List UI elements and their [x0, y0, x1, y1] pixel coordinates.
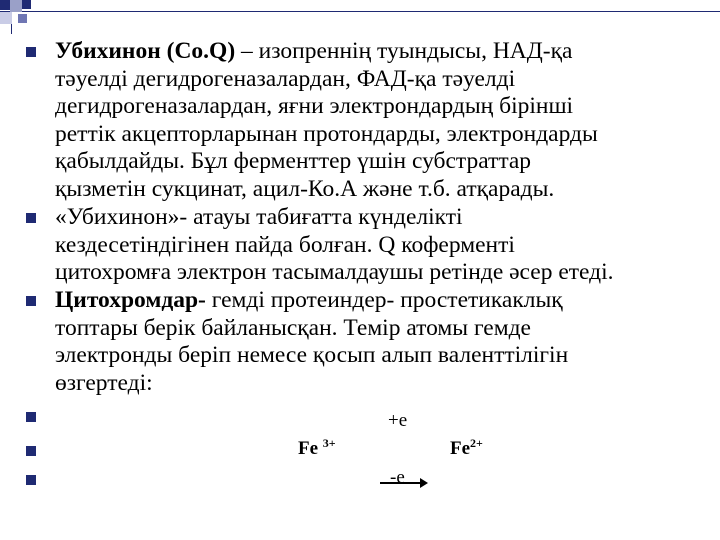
decor-square	[22, 0, 31, 9]
bullet-icon	[26, 475, 36, 485]
reaction-right-species	[450, 438, 483, 460]
text-line: кездесетіндігінен пайда болған. Q коферменті	[55, 231, 515, 258]
text-line	[55, 38, 720, 66]
text-line: өзгертеді:	[55, 369, 153, 396]
bullet-icon	[26, 296, 36, 306]
text-line	[55, 287, 720, 315]
term-ubiquinone: Убихинон (Co.Q)	[55, 38, 236, 64]
text-line: қызметін сукцинат, ацил-Ко.А және т.б. атқарады.	[55, 175, 555, 202]
text-line: реттік акцепторларынан протондарды, электрондарды	[55, 120, 598, 147]
paragraph-ubiquinone	[55, 38, 720, 203]
term-cytochromes: Цитохромдар-	[55, 287, 206, 313]
text-line: электронды беріп немесе қосып алып валенттілігін	[55, 342, 569, 368]
text-line: «Убихинон»- атауы табиғатта күнделікті	[55, 204, 463, 230]
bullet-icon	[26, 213, 36, 223]
decor-square	[18, 14, 27, 23]
decor-square	[0, 0, 10, 10]
reaction-left-species	[298, 438, 336, 460]
text-line: тәуелді дегидрогеназалардан, ФАД-қа тәуелді	[55, 65, 516, 92]
text-span: гемді протеиндер- простетикаклық	[205, 287, 563, 313]
paragraph-ubiquinone-name	[55, 204, 720, 287]
species-charge: 3+	[322, 436, 336, 450]
bullet-icon	[26, 412, 36, 422]
species-symbol: Fe	[450, 438, 471, 459]
species-charge: 2+	[470, 436, 483, 450]
text-line: қабылдайды. Бұл ферменттер үшін субстраттар	[55, 148, 532, 174]
reaction-top-label: +e	[388, 410, 408, 431]
decor-square	[10, 0, 22, 12]
text-line: топтары берік байланысқан. Темір атомы гемде	[55, 314, 531, 341]
reaction-bottom-label: -e	[390, 467, 405, 488]
text-line: дегидрогеназалардан, яғни электрондардың бірінші	[55, 93, 574, 119]
text-line: цитохромға электрон тасымалдаушы ретінде әсер етеді.	[55, 259, 614, 285]
species-symbol: Fe	[298, 438, 319, 459]
decor-square	[0, 12, 12, 24]
bullet-icon	[26, 446, 36, 456]
text-span: – изопреннің туындысы, НАД-қа	[235, 38, 573, 64]
header-rule	[0, 11, 720, 12]
bullet-icon	[26, 47, 36, 57]
paragraph-cytochromes	[55, 287, 720, 397]
